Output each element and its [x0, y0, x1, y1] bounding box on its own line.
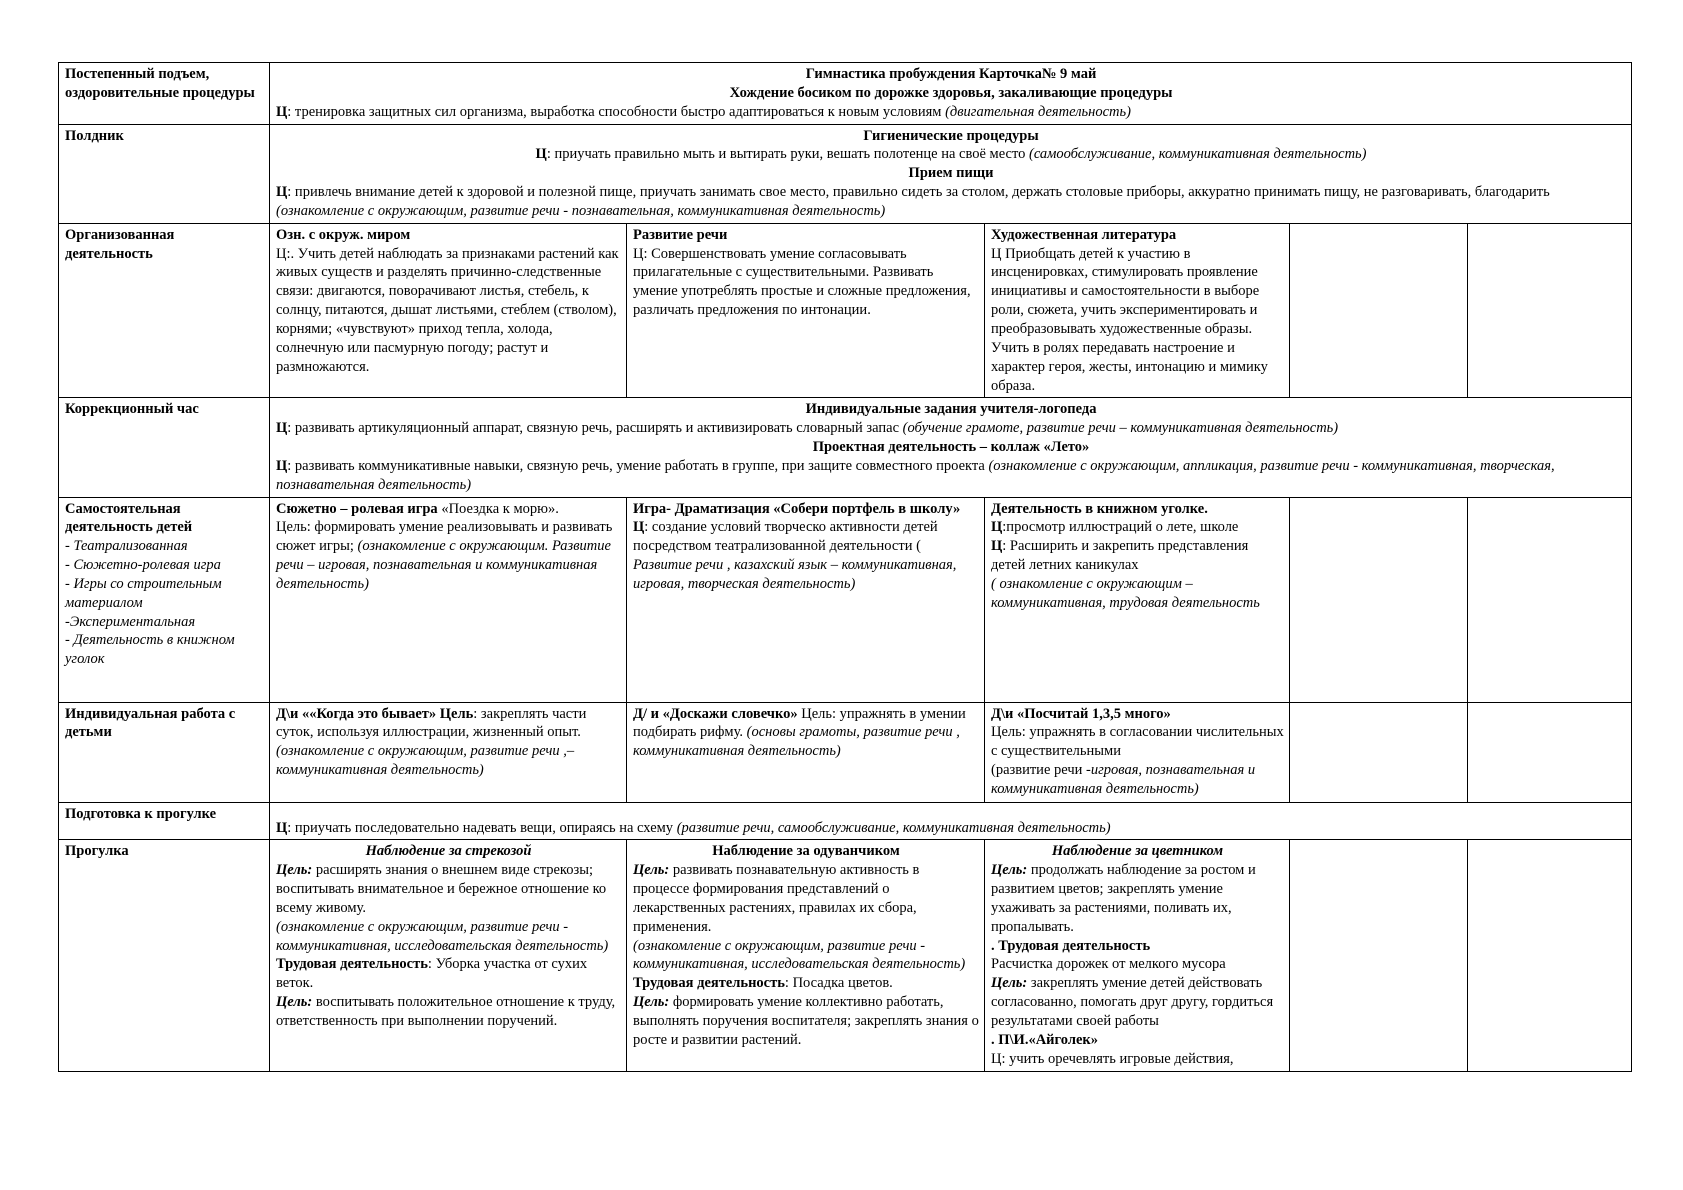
goal-note: (ознакомление с окружающим, аппликация, развитие речи - коммуникативная, творческая, познавательная деятельность)	[276, 457, 1555, 493]
goal-text: : развивать артикуляционный аппарат, связную речь, расширять и активизировать словарный запас	[287, 420, 903, 437]
individual-col3-body: Цель: упражнять в согласовании числительных с существительными	[991, 724, 1284, 760]
walk-dragonfly-goal	[276, 861, 621, 918]
goal2-text: воспитывать положительное отношение к труду, ответственность при выполнении поручений.	[276, 994, 616, 1029]
row-label-snack: Полдник	[59, 124, 270, 223]
independent-drama-title: Игра- Драматизация «Собери портфель в школу»	[633, 500, 961, 517]
independent-roleplay-title: Сюжетно – ролевая игра	[276, 500, 438, 517]
goal-text: продолжать наблюдение за ростом и развитием цветов; закреплять умение ухаживать за растениями, поливать их, пропалывать.	[991, 862, 1256, 935]
independent-drama-body	[633, 518, 979, 593]
labor-text: : Посадка цветов.	[784, 975, 893, 992]
goal-text: : привлечь внимание детей к здоровой и полезной пище, приучать занимать свое место, правильно сидеть за столом, держать столовые приборы, аккуратно принимать пищу, не разговаривать, благодарить	[287, 184, 1550, 201]
row-content-walk-prep	[270, 802, 1632, 840]
row-label-walk: Прогулка	[59, 840, 270, 1071]
walk-dandelion-title: Наблюдение за одуванчиком	[712, 843, 900, 860]
walk-prep-goal	[276, 805, 1626, 838]
independent-label-item-3: -Экспериментальная	[65, 613, 196, 630]
daily-plan-table	[58, 62, 1632, 1072]
goal-label: Цель:	[633, 862, 670, 879]
labor-label: Трудовая деятельность	[633, 975, 785, 992]
table-row-independent	[59, 497, 1632, 702]
individual-col3-title: Д\и «Посчитай 1,3,5 много»	[991, 705, 1171, 722]
walk-flowerbed-goal	[991, 861, 1284, 936]
goal-text: : тренировка защитных сил организма, выработка способности быстро адаптироваться к новым условиям	[287, 103, 946, 120]
goal-text: : развивать коммуникативные навыки, связную речь, умение работать в группе, при защите совместного проекта	[287, 457, 989, 474]
row-label-independent	[59, 497, 270, 702]
walk-flowerbed-game-label: . П\И.«Айголек»	[991, 1031, 1098, 1048]
goal-marker: Ц	[276, 103, 288, 120]
goal-marker: Ц	[276, 819, 288, 836]
walk-dragonfly-title: Наблюдение за стрекозой	[365, 843, 532, 860]
goal-marker: Ц	[276, 457, 288, 474]
organized-literature-body: Ц Приобщать детей к участию в инсценировках, стимулировать проявление инициативы и самостоятельности в выборе роли, сюжета, учить экспериментировать и преобразовывать художественные образы. Учить в ролях передавать настроение и характер героя, жесты, интонацию и мимику образа.	[991, 245, 1268, 394]
independent-book-title: Деятельность в книжном уголке.	[991, 500, 1208, 517]
row-label-organized: Организованная деятельность	[59, 223, 270, 398]
independent-label-item-4: - Деятельность в книжном уголок	[65, 632, 235, 668]
correction-goal-logoped	[276, 419, 1626, 438]
body-text: : создание условий творческо активности детей посредством театрализованной деятельности (	[633, 519, 938, 555]
independent-book-note: ( ознакомление с окружающим – коммуникативная, трудовая деятельность	[991, 575, 1260, 611]
table-row-snack	[59, 124, 1632, 223]
individual-col3-note	[991, 761, 1284, 799]
independent-col-empty-2	[1468, 497, 1632, 702]
snack-heading-hygiene: Гигиенические процедуры	[863, 127, 1039, 144]
organized-world-body: Ц:. Учить детей наблюдать за признаками растений как живых существ и разделять причинно-следственные связи: двигаются, поворачивают листья, стебель, к солнцу, питаются, дышат листьями, стеблем (стволом), корнями; «чувствуют» приход тепла, холода, солнечную или пасмурную погоду; растут и размножаются.	[276, 245, 619, 375]
table-row-correction	[59, 398, 1632, 497]
table-row-individual	[59, 702, 1632, 802]
independent-col-drama	[627, 497, 985, 702]
organized-col-empty-1	[1290, 223, 1468, 398]
organized-literature-title: Художественная литература	[991, 226, 1177, 243]
body-text: : Расширить и закрепить представления детей летних каникулах	[991, 538, 1249, 574]
body-text: Цель: упражнять в умении подбирать рифму.	[633, 705, 966, 741]
organized-speech-title: Развитие речи	[633, 226, 728, 243]
goal-text: : приучать последовательно надевать вещи, опираясь на схему	[287, 819, 677, 836]
goal2-label: Цель:	[991, 975, 1028, 992]
walk-col-dragonfly	[270, 840, 627, 1071]
row-label-correction: Коррекционный час	[59, 398, 270, 497]
body-note: (основы грамоты, развитие речи , коммуникативная деятельность)	[633, 724, 960, 760]
goal2-label: Цель:	[633, 994, 670, 1011]
row-label-walk-prep: Подготовка к прогулке	[59, 802, 270, 840]
goal-note: (ознакомление с окружающим, развитие речи - познавательная, коммуникативная деятельность)	[276, 202, 886, 219]
goal-marker: Ц	[991, 519, 1003, 536]
individual-col-empty-2	[1468, 702, 1632, 802]
row-content-correction	[270, 398, 1632, 497]
row-content-snack	[270, 124, 1632, 223]
walk-col-empty-1	[1290, 840, 1468, 1071]
organized-world-title: Озн. с окруж. миром	[276, 226, 411, 243]
body-text: Цель: формировать умение реализовывать и развивать сюжет игры;	[276, 519, 613, 555]
labor-text: : Уборка участка от сухих веток.	[276, 956, 588, 992]
correction-heading-logoped: Индивидуальные задания учителя-логопеда	[805, 401, 1097, 418]
row-label-individual: Индивидуальная работа с детьми	[59, 702, 270, 802]
organized-col-literature	[985, 223, 1290, 398]
independent-col-bookcorner	[985, 497, 1290, 702]
table-row-wakeup	[59, 63, 1632, 125]
correction-heading-project: Проектная деятельность – коллаж «Лето»	[812, 439, 1090, 456]
independent-book-line2	[991, 537, 1284, 575]
independent-label-item-2: - Игры со строительным материалом	[65, 575, 222, 611]
walk-dandelion-note: (ознакомление с окружающим, развитие речи - коммуникативная, исследовательская деятельность)	[633, 937, 966, 973]
walk-dragonfly-note: (ознакомление с окружающим, развитие речи - коммуникативная, исследовательская деятельность)	[276, 918, 609, 954]
goal-text: расширять знания о внешнем виде стрекозы; воспитывать внимательное и бережное отношение ко всему живому.	[276, 862, 607, 916]
goal-marker: Ц	[535, 146, 547, 163]
independent-roleplay-head	[276, 500, 621, 519]
independent-col-roleplay	[270, 497, 627, 702]
walk-flowerbed-labor: Расчистка дорожек от мелкого мусора	[991, 956, 1226, 973]
organized-col-world	[270, 223, 627, 398]
correction-goal-project	[276, 457, 1626, 495]
independent-col-empty-1	[1290, 497, 1468, 702]
body-note: (ознакомление с окружающим. Развитие речи – игровая, познавательная и коммуникативная деятельность)	[276, 538, 611, 592]
goal-note: (двигательная деятельность)	[945, 103, 1131, 120]
individual-col-1	[270, 702, 627, 802]
individual-col1-title: Д\и ««Когда это бывает» Цель	[276, 705, 474, 722]
goal2-label: Цель:	[276, 994, 313, 1011]
goal-note: (обучение грамоте, развитие речи – коммуникативная деятельность)	[902, 420, 1339, 437]
walk-flowerbed-game: Ц: учить оречевлять игровые действия,	[991, 1050, 1234, 1067]
wakeup-title: Гимнастика пробуждения Карточка№ 9 май	[805, 66, 1097, 82]
row-label-wakeup: Постепенный подъем, оздоровительные процедуры	[59, 63, 270, 125]
wakeup-subtitle: Хождение босиком по дорожке здоровья, закаливающие процедуры	[729, 84, 1173, 101]
individual-col2-head	[633, 705, 979, 762]
goal2-text: формировать умение коллективно работать, выполнять поручения воспитателя; закреплять знания о росте и развитии растений.	[633, 994, 979, 1048]
body-note: Развитие речи , казахский язык – коммуникативная, игровая, творческая деятельность)	[633, 557, 957, 592]
goal-marker: Ц	[276, 184, 288, 201]
individual-col-3	[985, 702, 1290, 802]
individual-col-2	[627, 702, 985, 802]
goal-marker: Ц	[991, 538, 1003, 555]
walk-dandelion-goal2	[633, 993, 979, 1050]
independent-roleplay-title-tail: «Поездка к морю».	[437, 500, 559, 517]
walk-dandelion-goal	[633, 861, 979, 936]
goal-note: (развитие речи, самообслуживание, коммуникативная деятельность)	[676, 819, 1111, 836]
row-content-wakeup	[270, 63, 1632, 125]
goal-label: Цель:	[276, 862, 313, 879]
goal-text: : приучать правильно мыть и вытирать руки, вешать полотенце на своё место	[546, 146, 1029, 163]
wakeup-goal	[276, 103, 1626, 122]
organized-col-speech	[627, 223, 985, 398]
note-prefix: (развитие речи -	[991, 762, 1091, 779]
individual-col1-note: (ознакомление с окружающим, развитие речи ,– коммуникативная деятельность)	[276, 743, 575, 779]
walk-col-empty-2	[1468, 840, 1632, 1071]
walk-dragonfly-goal2	[276, 993, 621, 1031]
snack-goal-hygiene	[276, 145, 1626, 164]
body-text: : закреплять части суток, используя иллюстрации, жизненный опыт.	[276, 705, 587, 741]
walk-flowerbed-goal2	[991, 974, 1284, 1031]
goal-marker: Ц	[276, 420, 288, 437]
walk-col-dandelion	[627, 840, 985, 1071]
body-text: :просмотр иллюстраций о лете, школе	[1002, 519, 1239, 536]
goal-label: Цель:	[991, 862, 1028, 879]
organized-col-empty-2	[1468, 223, 1632, 398]
walk-flowerbed-title: Наблюдение за цветником	[1051, 843, 1224, 860]
note-text: игровая, познавательная и коммуникативная деятельность)	[991, 762, 1256, 797]
table-row-walk-prep	[59, 802, 1632, 840]
goal-text: развивать познавательную активность в процессе формирования представлений о лекарственных растениях, правилах их сбора, применения.	[633, 862, 920, 935]
walk-dragonfly-labor	[276, 955, 621, 993]
walk-flowerbed-labor-label: . Трудовая деятельность	[991, 937, 1151, 954]
individual-col1-head	[276, 705, 621, 743]
goal-note: (самообслуживание, коммуникативная деятельность)	[1028, 146, 1367, 163]
labor-label: Трудовая деятельность	[276, 956, 428, 973]
independent-label-item-0: - Театрализованная	[65, 538, 188, 555]
snack-heading-meal: Прием пищи	[908, 165, 994, 182]
independent-roleplay-body	[276, 518, 621, 593]
goal2-text: закреплять умение детей действовать согласованно, помогать друг другу, гордиться результатами своей работы	[991, 975, 1274, 1029]
independent-label-item-1: - Сюжетно-ролевая игра	[65, 557, 221, 574]
individual-col2-title: Д/ и «Доскажи словечко»	[633, 705, 798, 722]
independent-label-title: Самостоятельная деятельность детей	[65, 500, 193, 536]
independent-book-line1	[991, 518, 1284, 537]
walk-col-flowerbed	[985, 840, 1290, 1071]
walk-dandelion-labor	[633, 974, 979, 993]
table-row-walk	[59, 840, 1632, 1071]
individual-col-empty-1	[1290, 702, 1468, 802]
goal-marker: Ц	[633, 519, 645, 536]
snack-goal-meal	[276, 183, 1626, 221]
table-row-organized	[59, 223, 1632, 398]
organized-speech-body: Ц: Совершенствовать умение согласовывать прилагательные с существительными. Развивать умение употреблять простые и сложные предложения, различать предложения по интонации.	[633, 245, 971, 319]
